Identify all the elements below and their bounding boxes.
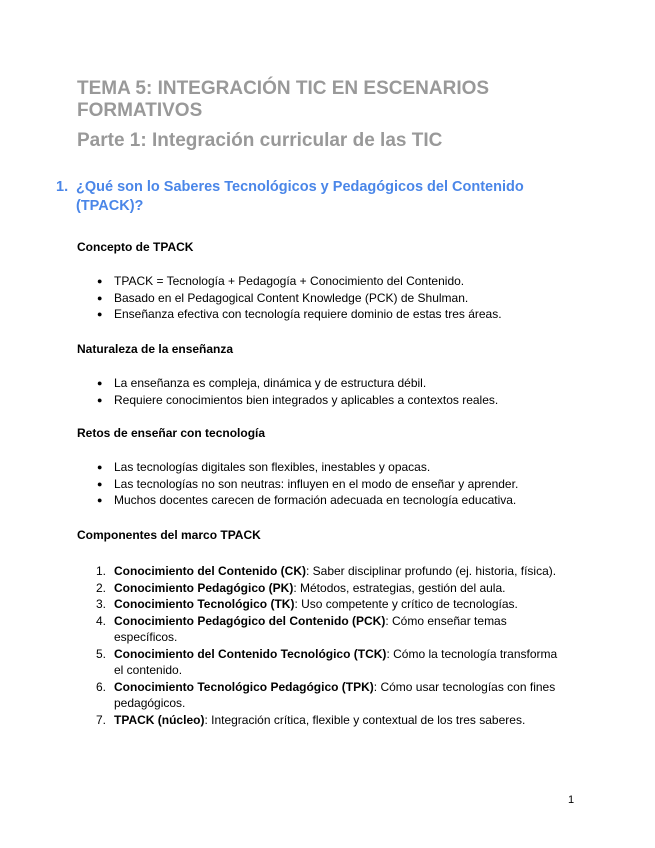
list-item: 4. Conocimiento Pedagógico del Contenido (PCK): Cómo enseñar temas específicos. (96, 613, 507, 644)
list-item: 2. Conocimiento Pedagógico (PK): Métodos, estrategias, gestión del aula. (96, 580, 506, 595)
list-item: ● Muchos docentes carecen de formación adecuada en tecnología educativa. (97, 493, 517, 507)
list-item: ● Requiere conocimientos bien integrados y aplicables a contextos reales. (97, 392, 499, 407)
list-item: 1. Conocimiento del Contenido (CK): Saber disciplinar profundo (ej. historia, física). (96, 564, 557, 578)
document-subtitle: Parte 1: Integración curricular de las TIC (77, 130, 443, 151)
list-item: 6. Conocimiento Tecnológico Pedagógico (TPK): Cómo usar tecnologías con fines pedagógicos. (96, 679, 556, 710)
page-number: 1 (568, 794, 575, 806)
list-item: 3. Conocimiento Tecnológico (TK): Uso competente y crítico de tecnologías. (96, 597, 518, 611)
bullet-icon: ● (97, 378, 103, 388)
list-item: ● Enseñanza efectiva con tecnología requiere dominio de estas tres áreas. (97, 307, 502, 321)
concepto-list (77, 273, 557, 323)
componentes-list (77, 563, 567, 728)
bullet-icon: ● (97, 462, 103, 472)
title-line-2: FORMATIVOS (77, 100, 203, 121)
bullet-icon: ● (97, 394, 103, 405)
list-item: ● Las tecnologías no son neutras: influyen en el modo de enseñar y aprender. (97, 476, 519, 491)
bullet-icon: ● (97, 478, 103, 489)
section-number: 1. (56, 179, 69, 195)
bullet-icon: ● (97, 292, 103, 303)
list-item: 5. Conocimiento del Contenido Tecnológico (TCK): Cómo la tecnología transforma el contenido. (96, 646, 558, 677)
list-item: ● TPACK = Tecnología + Pedagogía + Conocimiento del Contenido. (97, 274, 465, 288)
bullet-icon: ● (97, 309, 103, 319)
list-item: 7. TPACK (núcleo): Integración crítica, flexible y contextual de los tres saberes. (96, 712, 526, 727)
title-line-1: TEMA 5: INTEGRACIÓN TIC EN ESCENARIOS (77, 78, 490, 99)
section-heading-text: ¿Qué son lo Saberes Tecnológicos y Pedagógicos del Contenido (TPACK)? (76, 179, 524, 214)
naturaleza-list (77, 375, 557, 408)
bullet-icon: ● (97, 276, 103, 286)
retos-heading: Retos de enseñar con tecnología (77, 426, 266, 440)
bullet-icon: ● (97, 495, 103, 505)
document-title (77, 78, 577, 122)
concepto-heading: Concepto de TPACK (77, 240, 194, 254)
naturaleza-heading: Naturaleza de la enseñanza (77, 342, 234, 356)
list-item: ● Basado en el Pedagogical Content Knowledge (PCK) de Shulman. (97, 290, 469, 305)
section-1-heading (56, 178, 556, 216)
list-item: ● La enseñanza es compleja, dinámica y de estructura débil. (97, 376, 427, 390)
list-item: ● Las tecnologías digitales son flexibles, inestables y opacas. (97, 460, 431, 474)
componentes-heading: Componentes del marco TPACK (77, 528, 261, 542)
retos-list (77, 459, 557, 509)
